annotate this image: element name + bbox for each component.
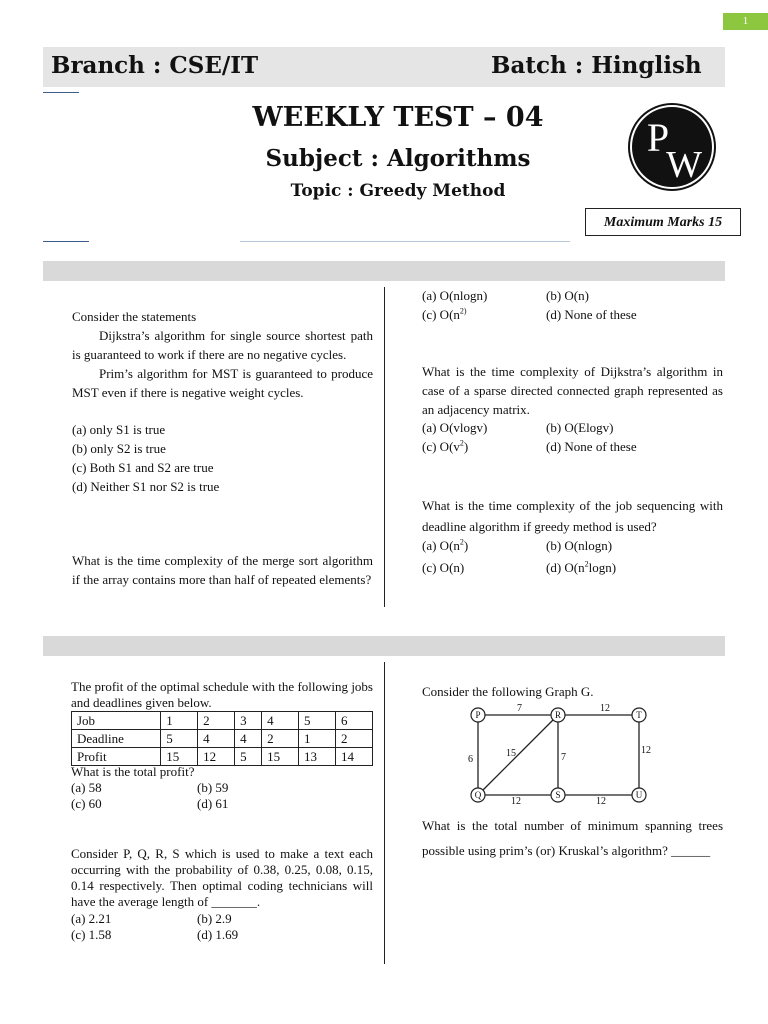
q4-text: What is the time complexity of the job sequencing with deadline algorithm if greedy method is used?	[422, 498, 723, 534]
q2-option-c: (c) $O(n^{2)}$	[422, 306, 467, 322]
table-cell: 15	[262, 748, 299, 766]
table-cell: 12	[198, 748, 235, 766]
table-cell: 1	[299, 730, 336, 748]
table-cell: 4	[262, 712, 299, 730]
edge-su-label: 12	[596, 796, 606, 807]
table-cell: 2	[335, 730, 372, 748]
edge-pr-label: 7	[517, 703, 522, 714]
node-p-label: P	[475, 710, 481, 720]
table-cell: 4	[235, 730, 262, 748]
node-u-label: U	[635, 790, 643, 800]
branch-label: Branch : CSE/IT	[51, 52, 259, 79]
table-row-header: Deadline	[72, 730, 161, 748]
q5-option-c: (c) 60	[71, 796, 102, 811]
q3-option-d: (d) None of these	[546, 439, 637, 454]
q3-text: What is the time complexity of Dijkstra’s algorithm in case of a sparse directed connected graph represented as an adjacency matrix.	[422, 364, 723, 417]
q4-option-a: (a) $O(n^2)$	[422, 537, 469, 553]
q3-option-a: (a) O(vlogv)	[422, 420, 488, 435]
q1-statement-1: Dijkstra’s algorithm for single source shortest path is guaranteed to work if there are no negative cycles.	[72, 328, 373, 362]
edge-rs-label: 7	[561, 752, 566, 763]
q2-options	[422, 286, 666, 324]
q3-option-b: (b) O(Elogv)	[546, 420, 614, 435]
title-rule-mid	[240, 241, 570, 242]
edge-tu-label: 12	[641, 745, 651, 756]
table-cell: 15	[161, 748, 198, 766]
edge-qr-label: 15	[506, 748, 516, 759]
table-cell: 4	[198, 730, 235, 748]
q5-option-d: (d) 61	[197, 796, 229, 811]
section-1-divider	[384, 287, 385, 607]
q6-option-a: (a) 2.21	[71, 911, 112, 926]
q7-text: What is the total number of minimum spanning trees possible using prim’s (or) Kruskal’s algorithm? ______	[422, 818, 723, 858]
q2-text: What is the time complexity of the merge sort algorithm if the array contains more than half of repeated elements?	[72, 553, 373, 587]
q4-option-d: (d) $O(n^2\log n)$	[546, 559, 617, 575]
header-rule-left	[43, 92, 79, 93]
topic-title: Topic : Greedy Method	[290, 181, 506, 201]
edge-qs-label: 12	[511, 796, 521, 807]
logo-letter-p: P	[646, 115, 670, 160]
q6-option-b: (b) 2.9	[197, 911, 232, 926]
q1-option-c: (c) Both S1 and S2 are true	[72, 460, 214, 475]
table-cell: 2	[198, 712, 235, 730]
question-1	[72, 307, 373, 496]
page-number: 1	[723, 13, 768, 30]
q2-option-a: (a) O(nlogn)	[422, 288, 488, 303]
subject-title: Subject : Algorithms	[265, 145, 531, 172]
table-cell: 3	[235, 712, 262, 730]
logo-letter-w: W	[666, 144, 702, 186]
table-cell: 14	[335, 748, 372, 766]
node-q-label: Q	[474, 790, 482, 800]
table-row	[72, 712, 373, 730]
q1-intro: Consider the statements	[72, 309, 197, 324]
q4-option-b: (b) O(nlogn)	[546, 538, 613, 553]
q2-option-b: (b) O(n)	[546, 288, 589, 303]
batch-label: Batch : Hinglish	[491, 52, 702, 79]
q5-question: What is the total profit?	[71, 764, 195, 779]
q5-text: The profit of the optimal schedule with the following jobs and deadlines given below.	[71, 679, 373, 710]
q1-option-d: (d) Neither S1 nor S2 is true	[72, 479, 220, 494]
q3-option-c: (c) $O(v^2)$	[422, 438, 469, 454]
q1-option-b: (b) only S2 is true	[72, 441, 166, 456]
q6-text: Consider P, Q, R, S which is used to make a text each occurring with the probability of 0.38, 0.25, 0.08, 0.15, 0.14 respectively. Then optimal coding technicians will have the average length of _______.	[71, 846, 373, 909]
node-s-label: S	[555, 790, 561, 800]
section-2-divider	[384, 662, 385, 964]
q5-option-a: (a) 58	[71, 780, 102, 795]
section-1-bar	[43, 261, 725, 281]
q6-options	[71, 911, 297, 943]
q7-intro: Consider the following Graph G.	[422, 684, 594, 699]
table-cell: 1	[161, 712, 198, 730]
table-cell: 5	[299, 712, 336, 730]
table-row	[72, 748, 373, 766]
edge-pq-label: 6	[468, 754, 473, 765]
node-r-label: R	[554, 710, 562, 720]
pw-logo	[628, 103, 716, 191]
table-row-header: Job	[72, 712, 161, 730]
q1-option-a: (a) only S1 is true	[72, 422, 166, 437]
q2-option-d: (d) None of these	[546, 307, 637, 322]
table-cell: 2	[262, 730, 299, 748]
table-row	[72, 730, 373, 748]
edge-rt-label: 12	[600, 703, 610, 714]
table-cell: 6	[335, 712, 372, 730]
test-title: WEEKLY TEST – 04	[252, 102, 544, 133]
graph-g	[460, 700, 660, 808]
schedule-table	[71, 711, 373, 766]
edge-qr	[483, 720, 553, 790]
table-row-header: Profit	[72, 748, 161, 766]
pw-logo-icon	[628, 103, 716, 191]
section-2-bar	[43, 636, 725, 656]
q3-options	[422, 418, 666, 456]
q4-options	[422, 536, 666, 577]
q6-option-c: (c) 1.58	[71, 927, 112, 942]
q5-option-b: (b) 59	[197, 780, 229, 795]
node-t-label: T	[636, 710, 642, 720]
table-cell: 5	[235, 748, 262, 766]
q6-option-d: (d) 1.69	[197, 927, 239, 942]
title-rule-left	[43, 241, 89, 242]
q5-options	[71, 780, 297, 812]
maximum-marks-box: Maximum Marks 15	[585, 208, 741, 236]
table-cell: 13	[299, 748, 336, 766]
table-cell: 5	[161, 730, 198, 748]
q4-option-c: (c) O(n)	[422, 560, 465, 575]
q1-statement-2: Prim’s algorithm for MST is guaranteed to produce MST even if there is negative weight cycles.	[72, 366, 373, 400]
